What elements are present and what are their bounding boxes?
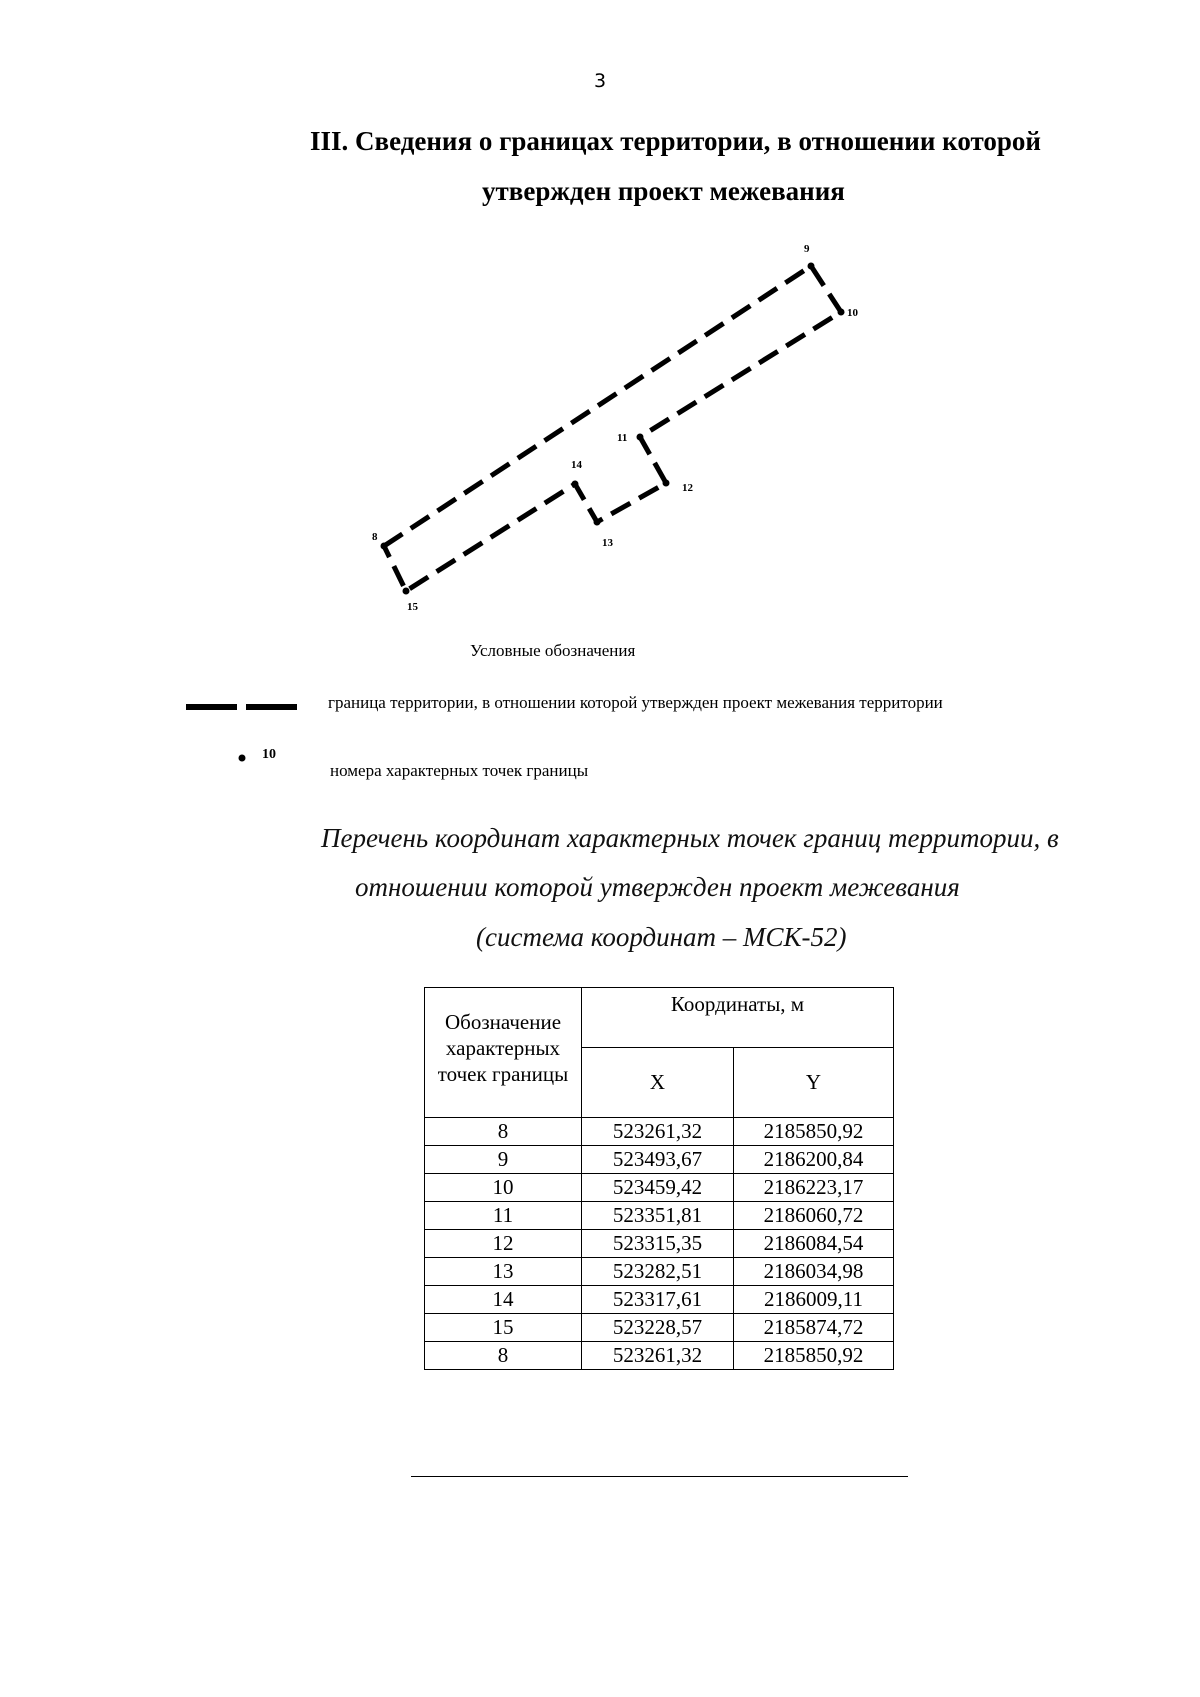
table-row [425, 1202, 894, 1230]
cell-point: 8 [425, 1118, 582, 1146]
cell-x: 523228,57 [582, 1314, 734, 1342]
legend-boundary-text: граница территории, в отношении которой утвержден проект межевания территории [328, 693, 943, 712]
point-label: 13 [602, 537, 613, 549]
boundary-point-9 [804, 243, 815, 270]
cell-point: 12 [425, 1230, 582, 1258]
table-row [425, 1174, 894, 1202]
cell-x: 523459,42 [582, 1174, 734, 1202]
header-y: Y [734, 1048, 894, 1118]
cell-y: 2186223,17 [734, 1174, 894, 1202]
table-row [425, 1118, 894, 1146]
cell-point: 9 [425, 1146, 582, 1174]
cell-y: 2186009,11 [734, 1286, 894, 1314]
table-row [425, 1286, 894, 1314]
cell-y: 2185850,92 [734, 1342, 894, 1370]
point-marker [381, 543, 388, 550]
table-header-row [425, 988, 894, 1048]
cell-y: 2185850,92 [734, 1118, 894, 1146]
coordinates-list-title-line-2: отношении которой утвержден проект межевания [355, 872, 960, 902]
cell-point: 11 [425, 1202, 582, 1230]
header-designation: Обозначение характерных точек границы [425, 988, 582, 1118]
point-label: 8 [372, 531, 378, 543]
point-marker [838, 309, 845, 316]
cell-point: 10 [425, 1174, 582, 1202]
point-marker [403, 588, 410, 595]
cell-y: 2186084,54 [734, 1230, 894, 1258]
table-row [425, 1314, 894, 1342]
point-label: 12 [682, 482, 693, 494]
cell-point: 13 [425, 1258, 582, 1286]
coordinates-list-title-line-1: Перечень координат характерных точек границ территории, в [321, 823, 1059, 853]
section-heading-line-1: III. Сведения о границах территории, в отношении которой [310, 126, 1041, 156]
coordinates-table [424, 987, 894, 1370]
point-label: 10 [847, 307, 858, 319]
point-label: 9 [804, 243, 810, 255]
coordinates-list-title-line-3: (система координат – МСК-52) [476, 922, 847, 952]
section-heading-line-2: утвержден проект межевания [482, 176, 845, 206]
cell-x: 523261,32 [582, 1342, 734, 1370]
boundary-scheme [0, 0, 1200, 800]
cell-x: 523493,67 [582, 1146, 734, 1174]
cell-x: 523282,51 [582, 1258, 734, 1286]
cell-y: 2185874,72 [734, 1314, 894, 1342]
table-row [425, 1342, 894, 1370]
legend-point-text: номера характерных точек границы [330, 761, 589, 780]
table-row [425, 1146, 894, 1174]
page-number: 3 [593, 70, 607, 92]
cell-x: 523315,35 [582, 1230, 734, 1258]
legend-point-number: 10 [262, 747, 276, 762]
cell-x: 523261,32 [582, 1118, 734, 1146]
point-marker [594, 519, 601, 526]
point-marker [572, 481, 579, 488]
boundary-point-11 [617, 432, 644, 444]
cell-point: 15 [425, 1314, 582, 1342]
legend-title: Условные обозначения [470, 641, 636, 660]
table-row [425, 1258, 894, 1286]
cell-x: 523351,81 [582, 1202, 734, 1230]
point-label: 15 [407, 601, 418, 613]
table-row [425, 1230, 894, 1258]
point-marker [808, 263, 815, 270]
header-x: X [582, 1048, 734, 1118]
point-label: 11 [617, 432, 628, 444]
cell-y: 2186060,72 [734, 1202, 894, 1230]
boundary-point-12 [663, 480, 694, 495]
legend-point-sample [239, 755, 246, 762]
cell-y: 2186034,98 [734, 1258, 894, 1286]
boundary-point-14 [571, 459, 583, 488]
header-coordinates: Координаты, м [582, 988, 894, 1048]
boundary-point-8 [372, 531, 388, 550]
cell-y: 2186200,84 [734, 1146, 894, 1174]
boundary-point-15 [403, 588, 419, 614]
point-label: 14 [571, 459, 582, 471]
boundary-point-10 [838, 307, 859, 319]
cell-point: 14 [425, 1286, 582, 1314]
boundary-point-13 [594, 519, 614, 550]
cell-point: 8 [425, 1342, 582, 1370]
cell-x: 523317,61 [582, 1286, 734, 1314]
end-rule [411, 1476, 908, 1477]
point-marker [663, 480, 670, 487]
point-marker [637, 434, 644, 441]
